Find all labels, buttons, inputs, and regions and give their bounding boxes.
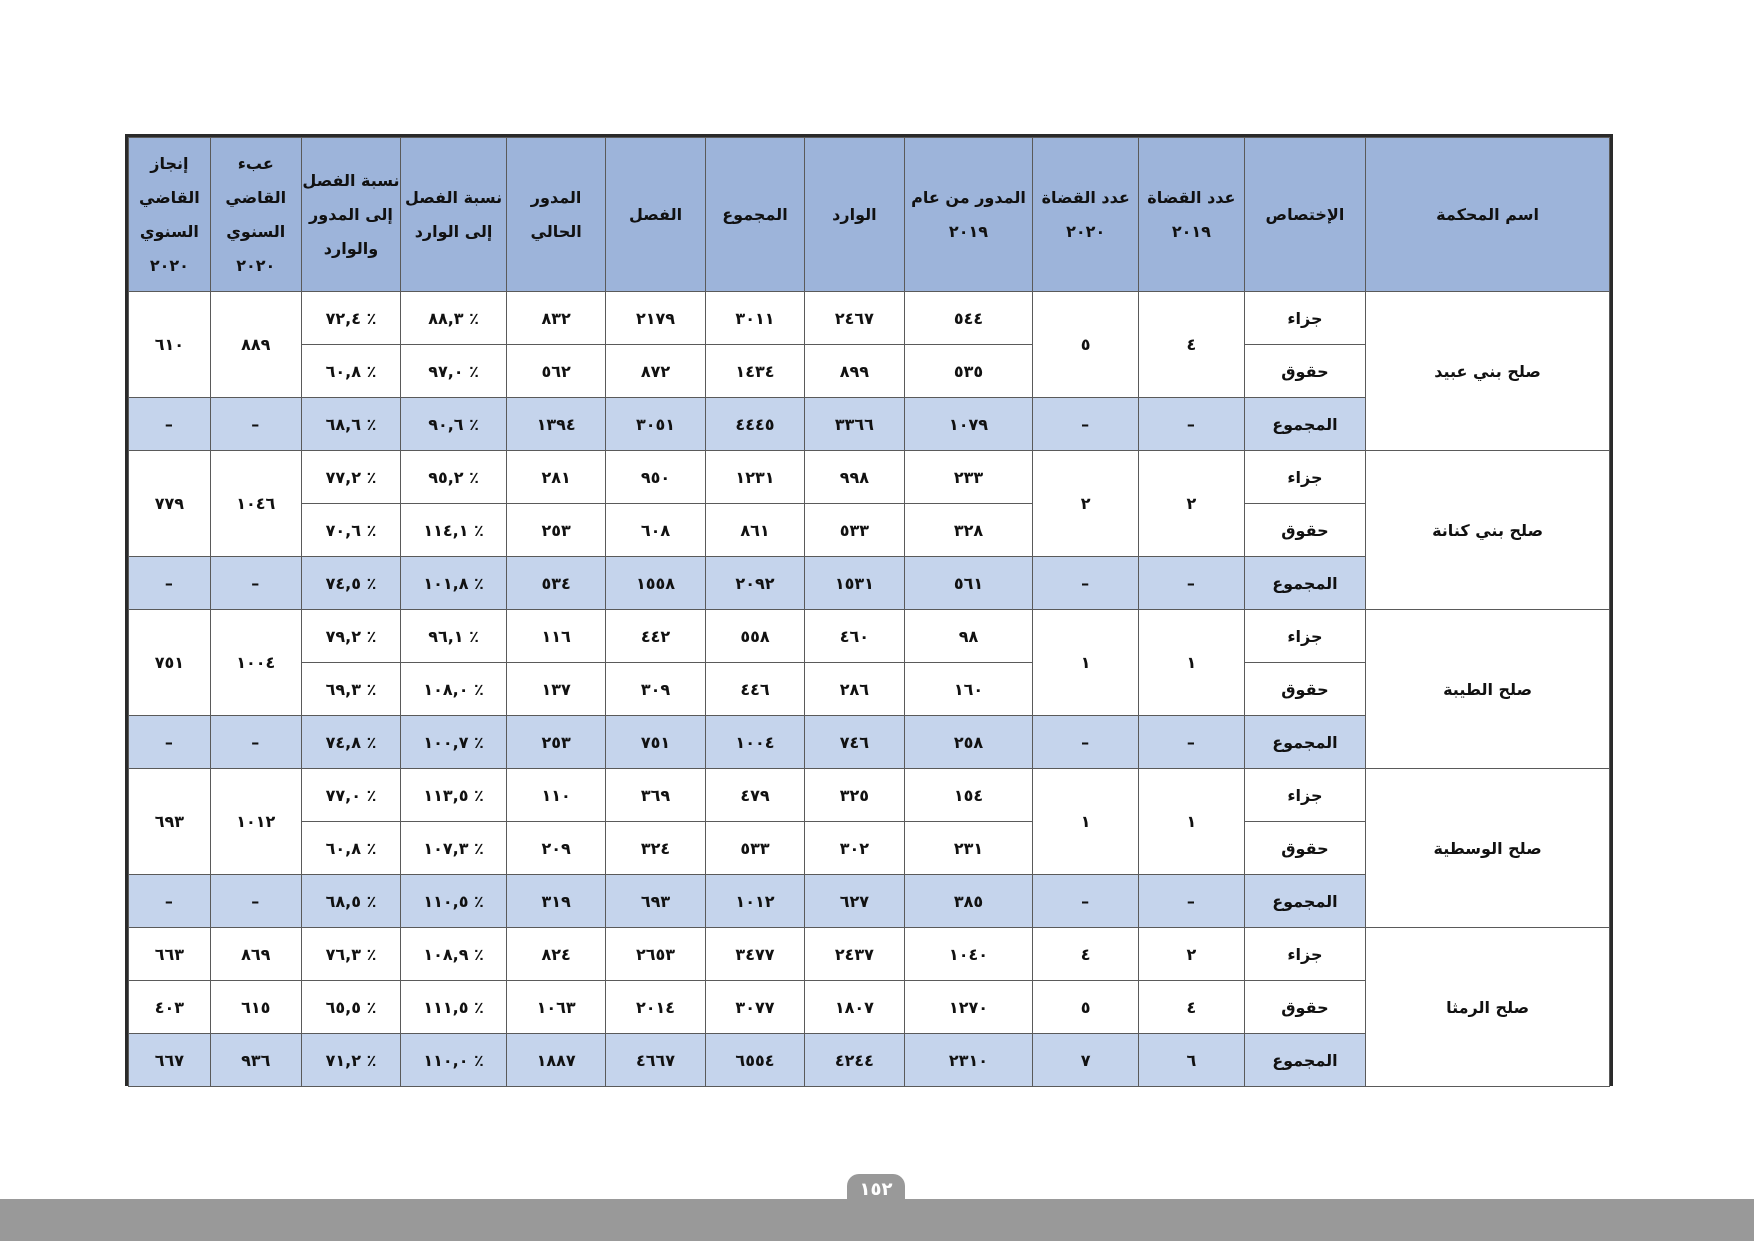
ratio-incoming-cell: ٪ ١١٤,١ [401, 504, 507, 557]
incoming-cell: ٤٦٠ [805, 610, 904, 663]
specialization-total-cell: المجموع [1244, 875, 1365, 928]
specialization-cell: جزاء [1244, 769, 1365, 822]
judges-2020-cell: – [1033, 398, 1139, 451]
specialization-cell: حقوق [1244, 663, 1365, 716]
judge-output-cell: ٧٧٩ [129, 451, 211, 557]
total-cell: ٥٥٨ [705, 610, 804, 663]
ratio-incoming-cell: ٪ ١١٠,٥ [401, 875, 507, 928]
resolved-cell: ٦٩٣ [606, 875, 705, 928]
ratio-incoming-cell: ٪ ٩٦,١ [401, 610, 507, 663]
header-current-carried: المدور الحالي [506, 138, 605, 292]
judge-output-cell: ٦٦٣ [129, 928, 211, 981]
current-cell: ١١٦ [506, 610, 605, 663]
table-row [129, 451, 1610, 504]
judges-2019-cell: – [1139, 557, 1245, 610]
court-name: صلح الوسطية [1366, 769, 1610, 928]
carried-cell: ٥٦١ [904, 557, 1033, 610]
ratio-all-cell: ٪ ٦٨,٦ [301, 398, 400, 451]
judge-load-cell: ١٠٤٦ [210, 451, 301, 557]
judges-2020-cell: ١ [1033, 769, 1139, 875]
total-cell: ٣٠٧٧ [705, 981, 804, 1034]
total-cell: ٤٤٦ [705, 663, 804, 716]
resolved-cell: ٩٥٠ [606, 451, 705, 504]
current-cell: ٢٨١ [506, 451, 605, 504]
judges-2019-cell: ٢ [1139, 451, 1245, 557]
judge-load-cell: ١٠٠٤ [210, 610, 301, 716]
specialization-cell: حقوق [1244, 981, 1365, 1034]
incoming-cell: ٢٤٦٧ [805, 292, 904, 345]
incoming-cell: ٨٩٩ [805, 345, 904, 398]
ratio-all-cell: ٪ ٦٠,٨ [301, 822, 400, 875]
ratio-incoming-cell: ٪ ١٠١,٨ [401, 557, 507, 610]
judge-load-cell: – [210, 875, 301, 928]
current-cell: ٨٣٢ [506, 292, 605, 345]
judge-load-cell: – [210, 716, 301, 769]
court-name: صلح الطيبة [1366, 610, 1610, 769]
ratio-incoming-cell: ٪ ٩٧,٠ [401, 345, 507, 398]
current-cell: ١٣٧ [506, 663, 605, 716]
specialization-cell: جزاء [1244, 451, 1365, 504]
resolved-cell: ٣٠٥١ [606, 398, 705, 451]
judges-2019-cell: – [1139, 716, 1245, 769]
specialization-cell: جزاء [1244, 928, 1365, 981]
total-cell: ٢٠٩٢ [705, 557, 804, 610]
judge-output-cell: – [129, 398, 211, 451]
carried-cell: ١٦٠ [904, 663, 1033, 716]
judges-2019-cell: ١ [1139, 610, 1245, 716]
current-cell: ١٠٦٣ [506, 981, 605, 1034]
judge-output-cell: ٦٦٧ [129, 1034, 211, 1087]
ratio-all-cell: ٪ ٦٠,٨ [301, 345, 400, 398]
header-judges-2019: عدد القضاة ٢٠١٩ [1139, 138, 1245, 292]
judge-output-cell: ٧٥١ [129, 610, 211, 716]
judges-2020-cell: ٢ [1033, 451, 1139, 557]
current-cell: ٢٠٩ [506, 822, 605, 875]
judges-2020-cell: ٥ [1033, 981, 1139, 1034]
specialization-total-cell: المجموع [1244, 716, 1365, 769]
header-resolved: الفصل [606, 138, 705, 292]
resolved-cell: ٨٧٢ [606, 345, 705, 398]
ratio-incoming-cell: ٪ ١٠٧,٣ [401, 822, 507, 875]
incoming-cell: ٣٠٢ [805, 822, 904, 875]
incoming-cell: ٢٤٣٧ [805, 928, 904, 981]
current-cell: ٢٥٣ [506, 716, 605, 769]
judges-2019-cell: – [1139, 875, 1245, 928]
total-cell: ٨٦١ [705, 504, 804, 557]
judge-load-cell: ١٠١٢ [210, 769, 301, 875]
judge-load-cell: ٩٣٦ [210, 1034, 301, 1087]
carried-cell: ١٥٤ [904, 769, 1033, 822]
ratio-all-cell: ٪ ٧٦,٣ [301, 928, 400, 981]
ratio-all-cell: ٪ ٧٧,٢ [301, 451, 400, 504]
ratio-all-cell: ٪ ٦٨,٥ [301, 875, 400, 928]
total-cell: ٥٣٣ [705, 822, 804, 875]
statistics-table-frame [125, 134, 1613, 1086]
specialization-total-cell: المجموع [1244, 557, 1365, 610]
judges-2019-cell: – [1139, 398, 1245, 451]
current-cell: ٣١٩ [506, 875, 605, 928]
header-row [129, 138, 1610, 292]
incoming-cell: ٣٢٥ [805, 769, 904, 822]
header-judges-2020: عدد القضاة ٢٠٢٠ [1033, 138, 1139, 292]
judge-output-cell: – [129, 875, 211, 928]
resolved-cell: ٢٦٥٣ [606, 928, 705, 981]
table-row [129, 769, 1610, 822]
judges-2020-cell: ٤ [1033, 928, 1139, 981]
judge-output-cell: – [129, 557, 211, 610]
judge-output-cell: ٤٠٣ [129, 981, 211, 1034]
current-cell: ٢٥٣ [506, 504, 605, 557]
header-specialization: الإختصاص [1244, 138, 1365, 292]
total-cell: ١٤٣٤ [705, 345, 804, 398]
court-name: صلح بني كنانة [1366, 451, 1610, 610]
judges-2019-cell: ٦ [1139, 1034, 1245, 1087]
specialization-total-cell: المجموع [1244, 1034, 1365, 1087]
judge-output-cell: ٦٩٣ [129, 769, 211, 875]
specialization-cell: جزاء [1244, 292, 1365, 345]
ratio-incoming-cell: ٪ ٨٨,٣ [401, 292, 507, 345]
judges-2020-cell: – [1033, 875, 1139, 928]
total-cell: ٤٧٩ [705, 769, 804, 822]
current-cell: ٥٣٤ [506, 557, 605, 610]
ratio-incoming-cell: ٪ ١١١,٥ [401, 981, 507, 1034]
judges-2020-cell: – [1033, 716, 1139, 769]
specialization-cell: جزاء [1244, 610, 1365, 663]
courts-statistics-table [128, 137, 1610, 1087]
total-cell: ١٠١٢ [705, 875, 804, 928]
judges-2020-cell: ٧ [1033, 1034, 1139, 1087]
total-cell: ١٢٣١ [705, 451, 804, 504]
resolved-cell: ١٥٥٨ [606, 557, 705, 610]
resolved-cell: ٣٦٩ [606, 769, 705, 822]
total-cell: ٤٤٤٥ [705, 398, 804, 451]
resolved-cell: ٢٠١٤ [606, 981, 705, 1034]
table-row [129, 292, 1610, 345]
total-cell: ٣٤٧٧ [705, 928, 804, 981]
judges-2019-cell: ٤ [1139, 292, 1245, 398]
judge-output-cell: ٦١٠ [129, 292, 211, 398]
incoming-cell: ٣٣٦٦ [805, 398, 904, 451]
ratio-incoming-cell: ٪ ١٠٠,٧ [401, 716, 507, 769]
current-cell: ١٨٨٧ [506, 1034, 605, 1087]
ratio-incoming-cell: ٪ ١١٣,٥ [401, 769, 507, 822]
judges-2020-cell: ٥ [1033, 292, 1139, 398]
carried-cell: ١٠٤٠ [904, 928, 1033, 981]
incoming-cell: ٢٨٦ [805, 663, 904, 716]
total-cell: ٣٠١١ [705, 292, 804, 345]
ratio-all-cell: ٪ ٧٠,٦ [301, 504, 400, 557]
incoming-cell: ١٥٣١ [805, 557, 904, 610]
judge-load-cell: ٦١٥ [210, 981, 301, 1034]
header-judge-load: عبء القاضي السنوي ٢٠٢٠ [210, 138, 301, 292]
ratio-all-cell: ٪ ٧١,٢ [301, 1034, 400, 1087]
header-ratio-to-incoming: نسبة الفصل إلى الوارد [401, 138, 507, 292]
header-incoming: الوارد [805, 138, 904, 292]
ratio-all-cell: ٪ ٦٥,٥ [301, 981, 400, 1034]
total-cell: ١٠٠٤ [705, 716, 804, 769]
incoming-cell: ١٨٠٧ [805, 981, 904, 1034]
header-carried-over-2019: المدور من عام ٢٠١٩ [904, 138, 1033, 292]
carried-cell: ٩٨ [904, 610, 1033, 663]
ratio-incoming-cell: ٪ ١٠٨,٩ [401, 928, 507, 981]
ratio-incoming-cell: ٪ ١٠٨,٠ [401, 663, 507, 716]
carried-cell: ٢٣١ [904, 822, 1033, 875]
court-name: صلح بني عبيد [1366, 292, 1610, 451]
header-ratio-to-all: نسبة الفصل إلى المدور والوارد [301, 138, 400, 292]
incoming-cell: ٦٢٧ [805, 875, 904, 928]
ratio-all-cell: ٪ ٧٧,٠ [301, 769, 400, 822]
carried-cell: ٢٣٣ [904, 451, 1033, 504]
judges-2020-cell: – [1033, 557, 1139, 610]
ratio-all-cell: ٪ ٦٩,٣ [301, 663, 400, 716]
total-cell: ٦٥٥٤ [705, 1034, 804, 1087]
specialization-total-cell: المجموع [1244, 398, 1365, 451]
header-total: المجموع [705, 138, 804, 292]
incoming-cell: ٥٣٣ [805, 504, 904, 557]
resolved-cell: ٢١٧٩ [606, 292, 705, 345]
specialization-cell: حقوق [1244, 345, 1365, 398]
resolved-cell: ٦٠٨ [606, 504, 705, 557]
header-judge-output: إنجاز القاضي السنوي ٢٠٢٠ [129, 138, 211, 292]
table-row [129, 928, 1610, 981]
carried-cell: ٥٤٤ [904, 292, 1033, 345]
judge-load-cell: – [210, 398, 301, 451]
resolved-cell: ٤٤٢ [606, 610, 705, 663]
judge-load-cell: ٨٨٩ [210, 292, 301, 398]
specialization-cell: حقوق [1244, 822, 1365, 875]
judge-load-cell: ٨٦٩ [210, 928, 301, 981]
carried-cell: ١٢٧٠ [904, 981, 1033, 1034]
footer-bar [0, 1199, 1754, 1241]
ratio-all-cell: ٪ ٧٢,٤ [301, 292, 400, 345]
ratio-all-cell: ٪ ٧٩,٢ [301, 610, 400, 663]
court-name: صلح الرمثا [1366, 928, 1610, 1087]
incoming-cell: ٧٤٦ [805, 716, 904, 769]
current-cell: ١١٠ [506, 769, 605, 822]
carried-cell: ٣٨٥ [904, 875, 1033, 928]
judges-2019-cell: ٤ [1139, 981, 1245, 1034]
carried-cell: ١٠٧٩ [904, 398, 1033, 451]
carried-cell: ٥٣٥ [904, 345, 1033, 398]
ratio-all-cell: ٪ ٧٤,٥ [301, 557, 400, 610]
current-cell: ١٣٩٤ [506, 398, 605, 451]
judge-output-cell: – [129, 716, 211, 769]
resolved-cell: ٧٥١ [606, 716, 705, 769]
carried-cell: ٢٣١٠ [904, 1034, 1033, 1087]
page-number: ١٥٢ [847, 1174, 905, 1204]
judge-load-cell: – [210, 557, 301, 610]
judges-2019-cell: ٢ [1139, 928, 1245, 981]
ratio-incoming-cell: ٪ ٩٠,٦ [401, 398, 507, 451]
table-row [129, 610, 1610, 663]
carried-cell: ٢٥٨ [904, 716, 1033, 769]
ratio-incoming-cell: ٪ ٩٥,٢ [401, 451, 507, 504]
resolved-cell: ٤٦٦٧ [606, 1034, 705, 1087]
incoming-cell: ٩٩٨ [805, 451, 904, 504]
carried-cell: ٣٢٨ [904, 504, 1033, 557]
incoming-cell: ٤٢٤٤ [805, 1034, 904, 1087]
specialization-cell: حقوق [1244, 504, 1365, 557]
ratio-all-cell: ٪ ٧٤,٨ [301, 716, 400, 769]
judges-2019-cell: ١ [1139, 769, 1245, 875]
current-cell: ٥٦٢ [506, 345, 605, 398]
ratio-incoming-cell: ٪ ١١٠,٠ [401, 1034, 507, 1087]
resolved-cell: ٣٠٩ [606, 663, 705, 716]
resolved-cell: ٣٢٤ [606, 822, 705, 875]
current-cell: ٨٢٤ [506, 928, 605, 981]
judges-2020-cell: ١ [1033, 610, 1139, 716]
header-court: اسم المحكمة [1366, 138, 1610, 292]
